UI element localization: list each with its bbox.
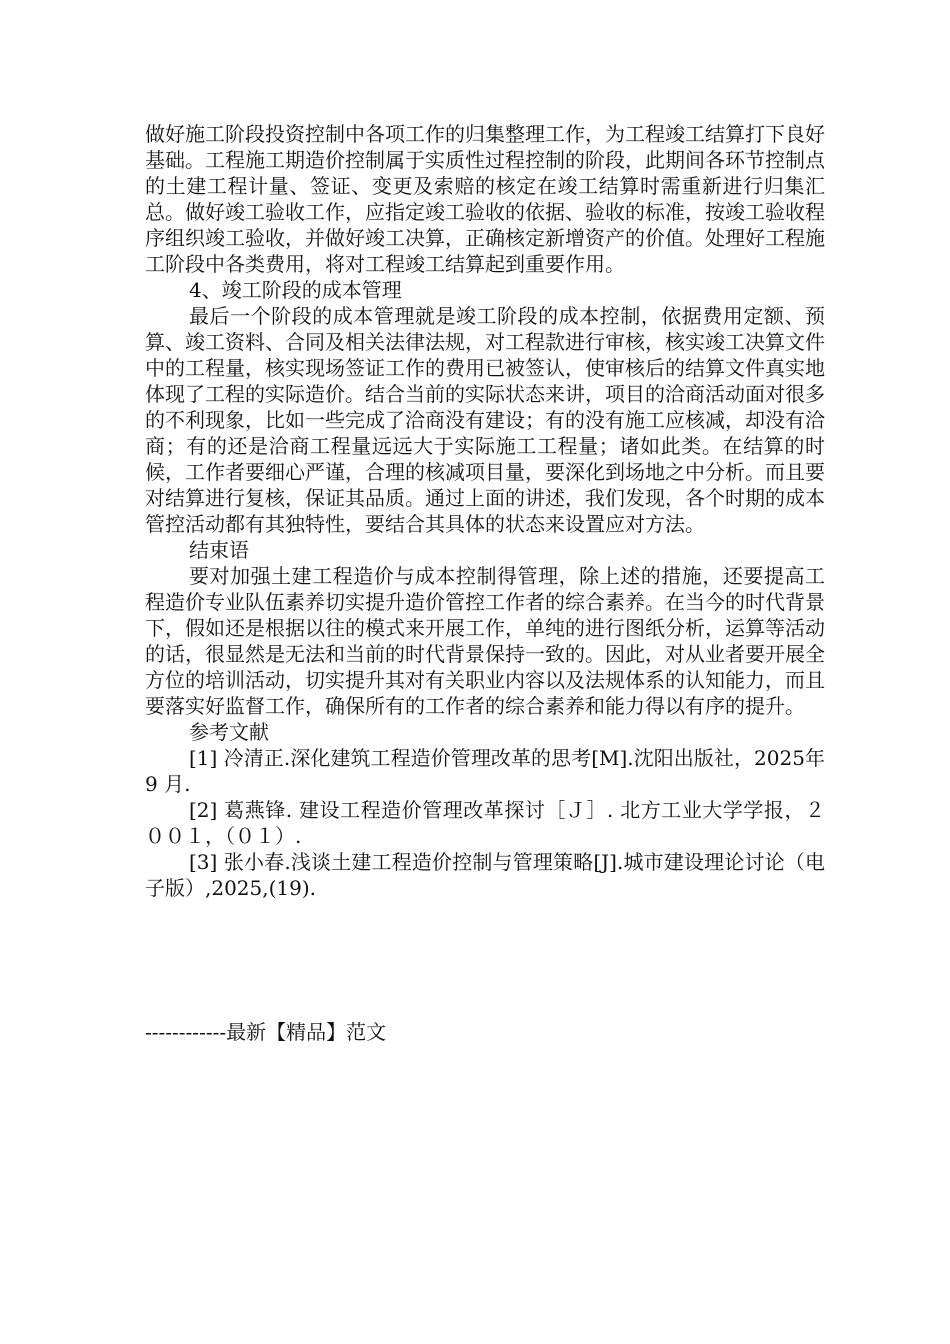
reference-item: [2] 葛燕锋. 建设工程造价管理改革探讨［Ｊ］. 北方工业大学学报，２００１，（０１）. — [145, 798, 825, 848]
document-body — [145, 121, 825, 901]
reference-item: [3] 张小春.浅谈土建工程造价控制与管理策略[J].城市建设理论讨论（电子版）,2025,(19). — [145, 850, 825, 900]
paragraph-intro: 做好施工阶段投资控制中各项工作的归集整理工作，为工程竣工结算打下良好基础。工程施工期造价控制属于实质性过程控制的阶段，此期间各环节控制点的土建工程计量、签证、变更及索赔的核定在竣工结算时需重新进行归集汇总。做好竣工验收工作，应指定竣工验收的依据、验收的标准，按竣工验收程序组织竣工验收，并做好竣工决算，正确核定新增资产的价值。处理好工程施工阶段中各类费用，将对工程竣工结算起到重要作用。 — [145, 122, 825, 276]
section-heading-references: 参考文献 — [189, 720, 269, 744]
paragraph-section-4: 最后一个阶段的成本管理就是竣工阶段的成本控制，依据费用定额、预算、竣工资料、合同及相关法律法规，对工程款进行审核，核实竣工决算文件中的工程量，核实现场签证工作的费用已被签认，使审核后的结算文件真实地体现了工程的实际造价。结合当前的实际状态来讲，项目的洽商活动面对很多的不利现象，比如一些完成了洽商没有建设；有的没有施工应核减，却没有洽商；有的还是洽商工程量远远大于实际施工工程量；诸如此类。在结算的时候，工作者要细心严谨，合理的核减项目量，要深化到场地之中分析。而且要对结算进行复核，保证其品质。通过上面的讲述，我们发现，各个时期的成本管控活动都有其独特性，要结合其具体的状态来设置应对方法。 — [145, 304, 825, 536]
section-heading-conclusion: 结束语 — [189, 538, 249, 562]
page-footer: ------------最新【精品】范文 — [145, 1020, 387, 1044]
section-heading-4: 4、竣工阶段的成本管理 — [189, 278, 402, 302]
reference-item: [1] 冷清正.深化建筑工程造价管理改革的思考[M].沈阳出版社，2025年 9 月. — [145, 746, 825, 796]
paragraph-conclusion: 要对加强土建工程造价与成本控制得管理，除上述的措施，还要提高工程造价专业队伍素养切实提升造价管控工作者的综合素养。在当今的时代背景下，假如还是根据以往的模式来开展工作，单纯的进行图纸分析，运算等活动的话，很显然是无法和当前的时代背景保持一致的。因此，对从业者要开展全方位的培训活动，切实提升其对有关职业内容以及法规体系的认知能力，而且要落实好监督工作，确保所有的工作者的综合素养和能力得以有序的提升。 — [145, 564, 825, 718]
